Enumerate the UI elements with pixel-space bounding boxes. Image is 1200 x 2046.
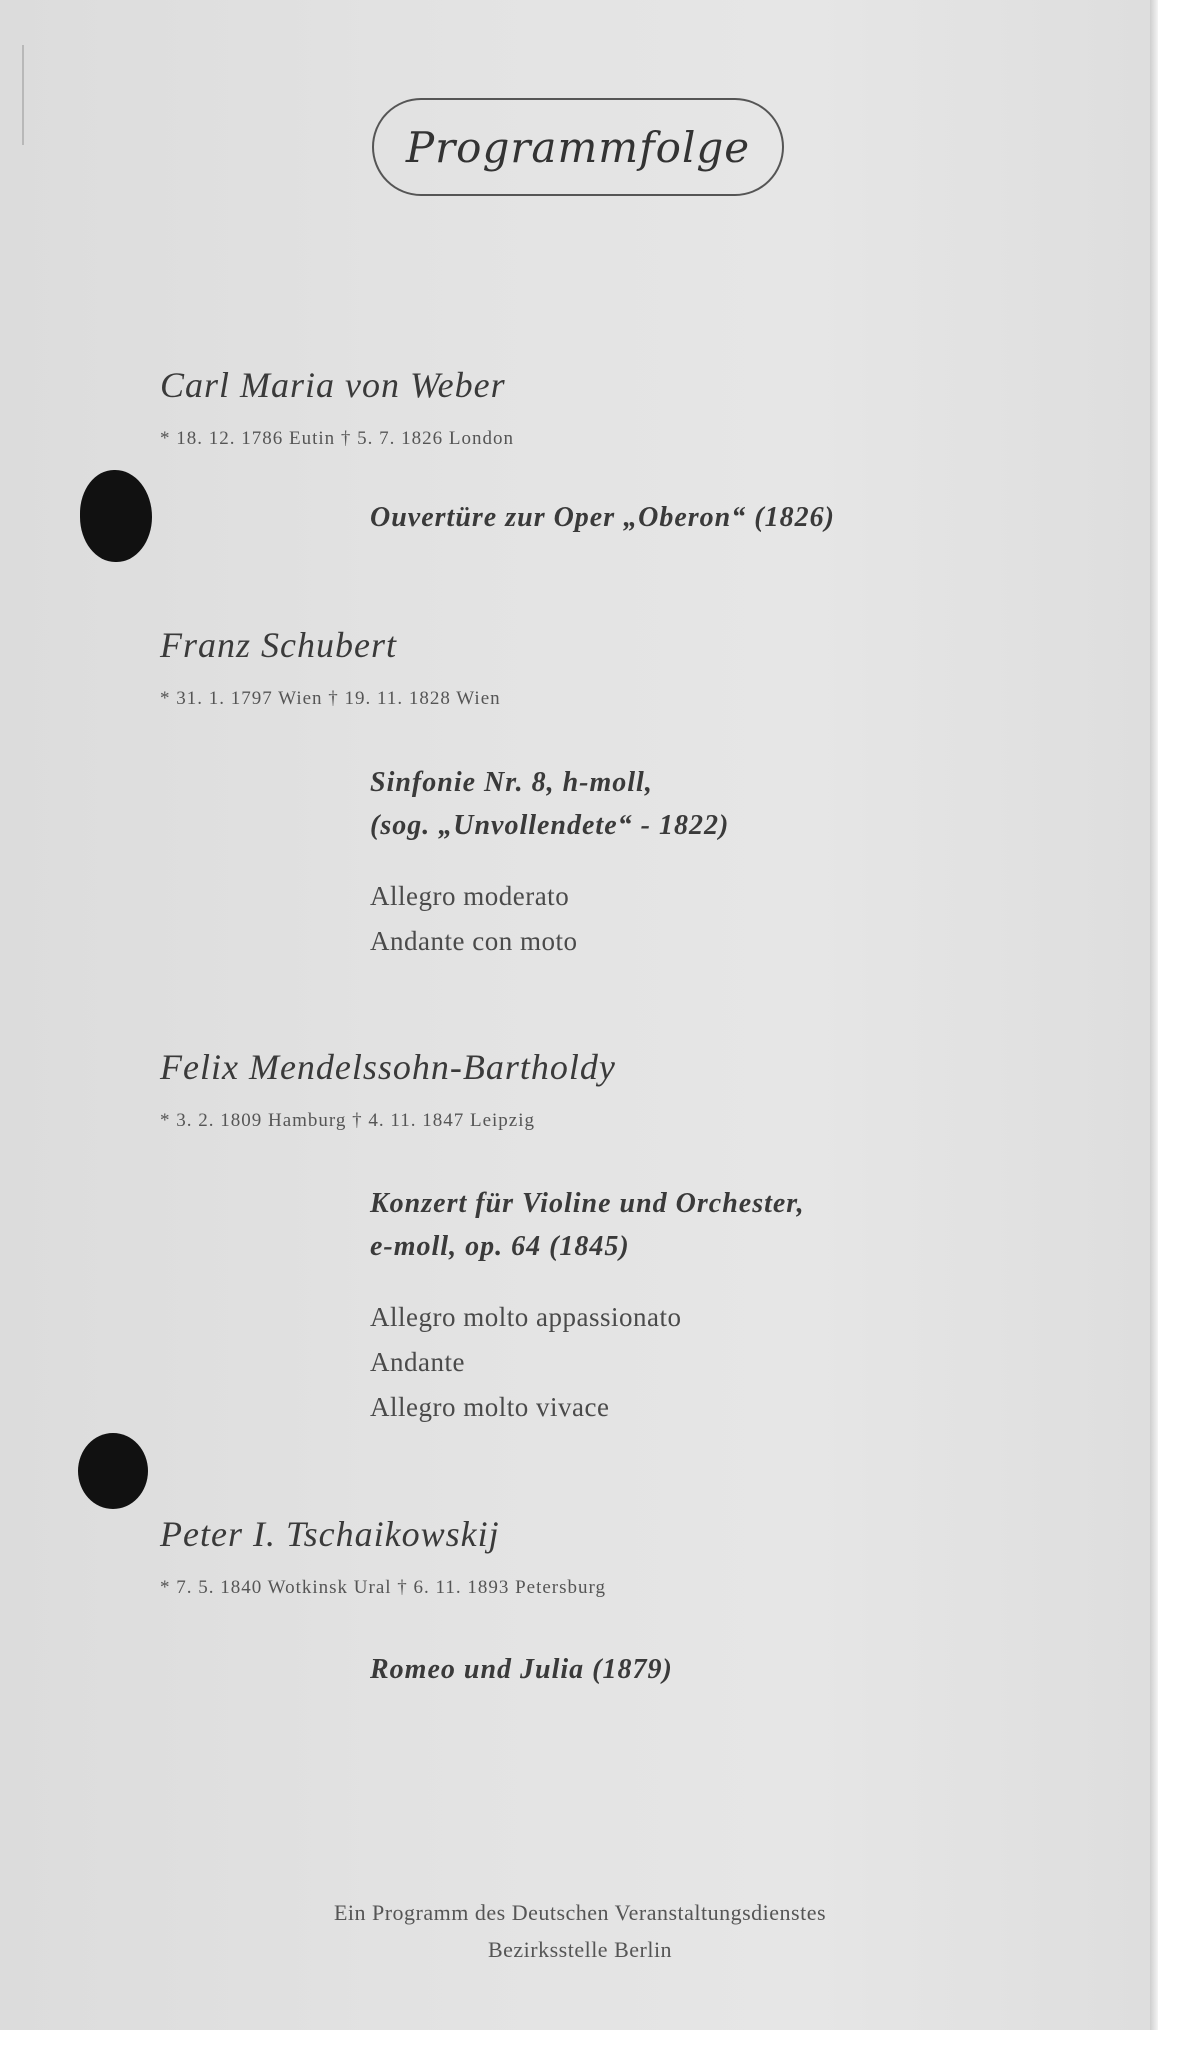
movement-mendelssohn-3: Allegro molto vivace: [370, 1392, 610, 1422]
work-tschaikowskij: Romeo und Julia (1879): [370, 1654, 673, 1685]
work-schubert-line1: Sinfonie Nr. 8, h-moll,: [370, 767, 653, 798]
movement-mendelssohn-2: Andante: [370, 1347, 465, 1377]
paper-edge: [1150, 0, 1158, 2030]
composer-schubert: Franz Schubert: [160, 625, 397, 665]
punch-hole-bottom: [78, 1433, 148, 1509]
movement-schubert-2: Andante con moto: [370, 926, 578, 956]
dates-schubert: * 31. 1. 1797 Wien † 19. 11. 1828 Wien: [160, 688, 501, 709]
work-schubert-line2: (sog. „Unvollendete“ - 1822): [370, 810, 730, 841]
composer-mendelssohn: Felix Mendelssohn-Bartholdy: [160, 1047, 616, 1087]
composer-tschaikowskij: Peter I. Tschaikowskij: [160, 1514, 500, 1554]
footer-office: Bezirksstelle Berlin: [487, 1937, 673, 1962]
dates-tschaikowskij: * 7. 5. 1840 Wotkinsk Ural † 6. 11. 1893 Petersburg: [160, 1577, 606, 1598]
dates-mendelssohn: * 3. 2. 1809 Hamburg † 4. 11. 1847 Leipzig: [160, 1110, 535, 1131]
punch-hole-top: [80, 470, 152, 562]
fold-line: [22, 45, 24, 145]
work-mendelssohn-line2: e-moll, op. 64 (1845): [370, 1231, 630, 1262]
movement-mendelssohn-1: Allegro molto appassionato: [370, 1302, 682, 1332]
work-weber: Ouvertüre zur Oper „Oberon“ (1826): [370, 502, 835, 533]
movement-schubert-1: Allegro moderato: [370, 881, 570, 911]
composer-weber: Carl Maria von Weber: [160, 365, 506, 405]
footer-publisher: Ein Programm des Deutschen Veranstaltungsdienstes: [333, 1900, 827, 1925]
page-title: Programmfolge: [405, 122, 751, 172]
work-mendelssohn-line1: Konzert für Violine und Orchester,: [370, 1188, 805, 1219]
dates-weber: * 18. 12. 1786 Eutin † 5. 7. 1826 London: [160, 428, 515, 449]
title-frame: [372, 98, 784, 196]
